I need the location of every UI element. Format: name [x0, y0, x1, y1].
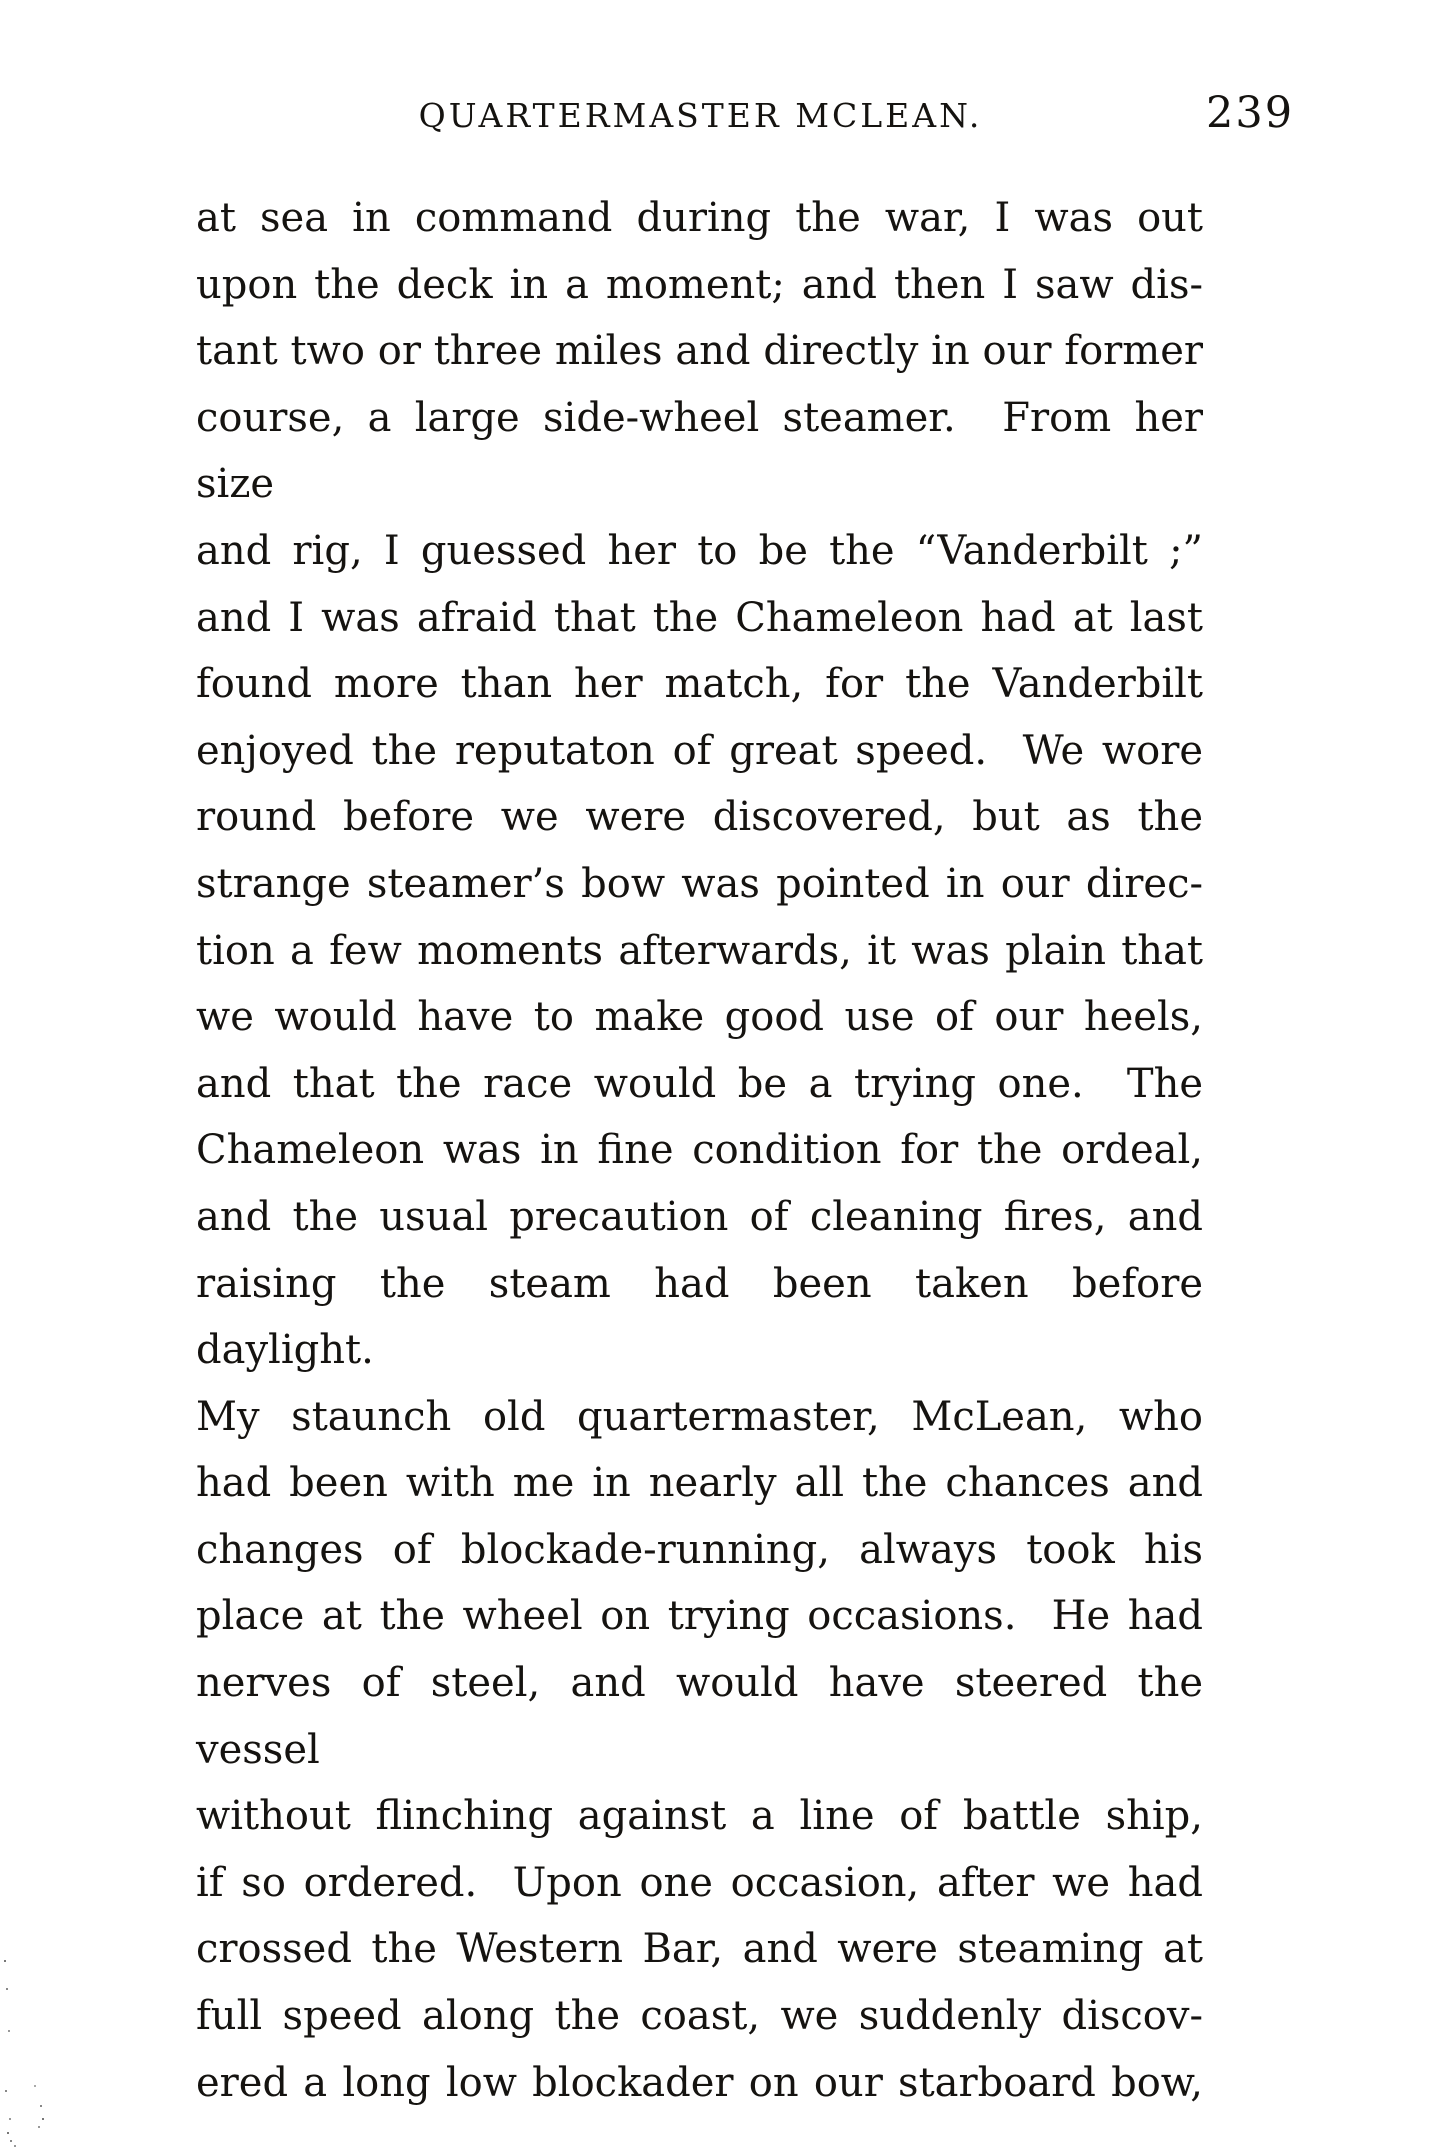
text-line: we would have to make good use of our heels, — [196, 994, 1203, 1041]
page-number: 239 — [1206, 88, 1295, 138]
text-line: and I was afraid that the Chameleon had at last — [196, 594, 1203, 641]
text-line: raising the steam had been taken before daylight. — [196, 1260, 1203, 1374]
text-line: upon the deck in a moment; and then I saw dis- — [196, 261, 1203, 308]
text-line: full speed along the coast, we suddenly discov- — [196, 1993, 1203, 2040]
text-line: tion a few moments afterwards, it was plain that — [196, 927, 1203, 974]
page-body — [196, 185, 1203, 2116]
text-line: place at the wheel on trying occasions. He had — [196, 1593, 1203, 1640]
text-line: round before we were discovered, but as the — [196, 794, 1203, 841]
text-line: course, a large side-wheel steamer. From her size — [196, 394, 1203, 508]
text-line: if so ordered. Upon one occasion, after we had — [196, 1859, 1203, 1906]
text-line: ered a long low blockader on our starboard bow, — [196, 2059, 1203, 2106]
text-line: changes of blockade-running, always took his — [196, 1526, 1203, 1573]
text-line: crossed the Western Bar, and were steaming at — [196, 1926, 1203, 1973]
text-line: at sea in command during the war, I was out — [196, 195, 1203, 241]
text-line: tant two or three miles and directly in our former — [196, 328, 1203, 375]
text-line: nerves of steel, and would have steered the vessel — [196, 1660, 1203, 1773]
text-line: found more than her match, for the Vanderbilt — [196, 661, 1203, 708]
text-line: Chameleon was in fine condition for the ordeal, — [196, 1127, 1203, 1174]
running-header-title: QUARTERMASTER MCLEAN. — [418, 96, 983, 135]
text-line: without flinching against a line of battle ship, — [196, 1793, 1203, 1840]
text-line: and that the race would be a trying one. The — [196, 1060, 1203, 1107]
scan-speckle-artifacts — [4, 1960, 6, 1962]
text-line: enjoyed the reputaton of great speed. We wore — [196, 727, 1203, 774]
text-line: strange steamer’s bow was pointed in our direc- — [196, 860, 1203, 907]
text-line: and the usual precaution of cleaning fires, and — [196, 1193, 1203, 1240]
text-line: My staunch old quartermaster, McLean, who — [196, 1393, 1203, 1440]
text-line: had been with me in nearly all the chances and — [196, 1460, 1203, 1507]
text-line: and rig, I guessed her to be the “Vanderbilt ;” — [196, 527, 1203, 574]
